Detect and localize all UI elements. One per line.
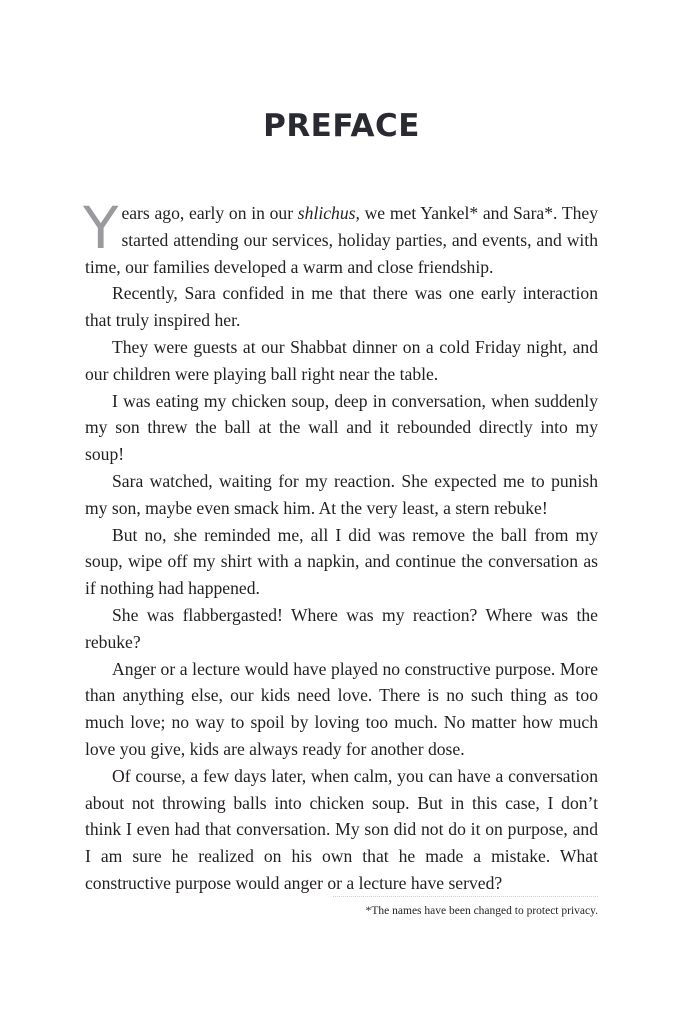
paragraph: Recently, Sara confided in me that there was one early interaction that truly inspired her. bbox=[85, 283, 598, 331]
paragraph bbox=[83, 194, 598, 280]
paragraph: Sara watched, waiting for my reaction. She expected me to punish my son, maybe even smack him. At the very least, a stern rebuke! bbox=[85, 470, 598, 518]
paragraph: I was eating my chicken soup, deep in conversation, when suddenly my son threw the ball at the wall and it rebounded directly into my soup! bbox=[85, 390, 598, 465]
paragraph-text: ears ago, early on in our bbox=[121, 203, 298, 223]
footnote-divider bbox=[333, 896, 598, 897]
body-text bbox=[83, 194, 598, 897]
paragraph: Of course, a few days later, when calm, you can have a conversation about not throwing balls into chicken soup. But in this case, I don’t think I even had that conversation. My son did not do it on purpose, and I am sure he realized on his own that he made a mistake. What constructive purpose would anger or a lecture have served? bbox=[85, 765, 598, 893]
page-title: PREFACE bbox=[263, 108, 420, 144]
paragraph: She was flabbergasted! Where was my reaction? Where was the rebuke? bbox=[85, 604, 598, 652]
italic-term: shlichus, bbox=[297, 203, 360, 223]
drop-cap: Y bbox=[83, 194, 119, 262]
paragraph-text: we met Yankel* and Sara*. They started attending our services, holiday parties, and events, and with time, our families developed a warm and close friendship. bbox=[85, 203, 598, 277]
footnote: *The names have been changed to protect privacy. bbox=[365, 905, 598, 917]
paragraph: But no, she reminded me, all I did was remove the ball from my soup, wipe off my shirt with a napkin, and continue the conversation as if nothing had happened. bbox=[85, 524, 598, 599]
paragraph: They were guests at our Shabbat dinner on a cold Friday night, and our children were playing ball right near the table. bbox=[85, 336, 598, 384]
paragraph: Anger or a lecture would have played no constructive purpose. More than anything else, our kids need love. There is no such thing as too much love; no way to spoil by loving too much. No matter how much love you give, kids are always ready for another dose. bbox=[85, 658, 598, 759]
